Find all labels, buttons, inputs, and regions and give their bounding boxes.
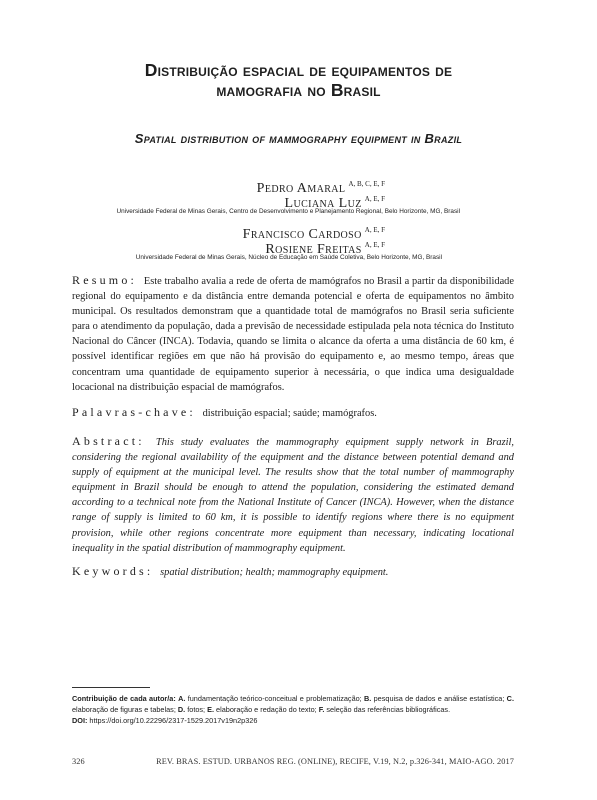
doi-label: DOI: — [72, 716, 88, 725]
title-english: Spatial distribution of mammography equipment in Brazil — [134, 131, 463, 146]
contribution-text: fotos; — [185, 705, 208, 714]
keywords-text: spatial distribution; health; mammography equipment. — [160, 567, 389, 578]
resumo-text: Este trabalho avalia a rede de oferta de mamógrafos no Brasil a partir da disponibilidade regional do equipamento e da distância entre demanda potencial e oferta de equipamentos no âmbito municipal. Os resultados demonstram que a quantidade total de mamógrafos no Brasil seria suficiente para o atendimento da população, dada a previsão de necessidade estipulada pela nota técnica do Instituto Nacional do Câncer (INCA). Todavia, quando se limita o alcance da oferta a uma distância de 60 km, é possível identificar regiões em que não há provisão do equipamento e, ao mesmo tempo, áreas que concentram uma quantidade de equipamento superior à necessária, o que indica uma desigualdade locacional na distribuição espacial de mamógrafos. — [72, 276, 514, 393]
author-name-text: Luciana Luz — [284, 196, 362, 211]
journal-citation: REV. BRAS. ESTUD. URBANOS REG. (ONLINE), RECIFE, V.19, N.2, p.326-341, MAIO-AGO. 2017 — [156, 757, 514, 766]
contribution-key: D. — [177, 705, 186, 714]
palavras-chave-text: distribuição espacial; saúde; mamógrafos. — [202, 408, 377, 419]
author-contribution-note — [72, 693, 514, 726]
palavras-chave-section — [72, 405, 514, 421]
author-name-text: Francisco Cardoso — [242, 227, 362, 242]
author-name-text: Rosiene Freitas — [265, 242, 362, 257]
contribution-key: F. — [318, 705, 325, 714]
resumo-label: Resumo: — [72, 273, 138, 287]
abstract-section — [72, 434, 514, 556]
page-number: 326 — [72, 757, 85, 766]
affiliation: Universidade Federal de Minas Gerais, Núcleo de Educação em Saúde Coletiva, Belo Horizonte, MG, Brasil — [135, 254, 442, 261]
contribution-text: elaboração e redação do texto; — [214, 705, 319, 714]
abstract-label: Abstract: — [72, 434, 145, 448]
contribution-label: Contribuição de cada autor/a: — [72, 694, 176, 703]
contribution-key: C. — [506, 694, 514, 703]
contribution-text: seleção das referências bibliográficas. — [324, 705, 451, 714]
footnote-divider — [72, 687, 150, 688]
author-marks: A, E, F — [364, 226, 385, 234]
contribution-text: elaboração de figuras e tabelas; — [72, 705, 178, 714]
author-marks: A, E, F — [364, 241, 385, 249]
contribution-text: fundamentação teórico-conceitual e problematização; — [185, 694, 365, 703]
author-name-text: Pedro Amaral — [256, 181, 346, 196]
affiliation: Universidade Federal de Minas Gerais, Centro de Desenvolvimento e Planejamento Regional, Belo Horizonte, MG, Brasil — [116, 208, 460, 215]
abstract-text: This study evaluates the mammography equipment supply network in Brazil, considering the regional availability of the equipment and the distance between potential demand and supply of equipment at the municipal level. The results show that the total number of mammography equipment in Brazil should be enough to attend the population, considering the estimated demand according to a technical note from the National Institute of Cancer (INCA). However, when the distance range of supply is limited to 60 km, it is possible to identify regions where there is no equipment provision, while other regions concentrate more equipment than necessary, indicating locational inequality in the spatial distribution of mammography equipment. — [72, 437, 514, 554]
author-marks: A, E, F — [364, 195, 385, 203]
author-marks: A, B, C, E, F — [348, 180, 385, 188]
palavras-chave-label: Palavras-chave: — [72, 405, 196, 419]
resumo-section — [72, 273, 514, 395]
contribution-text: pesquisa de dados e análise estatística; — [371, 694, 507, 703]
keywords-section — [72, 564, 514, 580]
contribution-key: B. — [364, 694, 372, 703]
contribution-key: E. — [207, 705, 215, 714]
doi-link[interactable]: https://doi.org/10.22296/2317-1529.2017v19n2p326 — [87, 716, 258, 725]
keywords-label: Keywords: — [72, 564, 154, 578]
contribution-key: A. — [178, 694, 186, 703]
title-portuguese: Distribuição espacial de equipamentos de mamografia no Brasil — [144, 60, 453, 100]
